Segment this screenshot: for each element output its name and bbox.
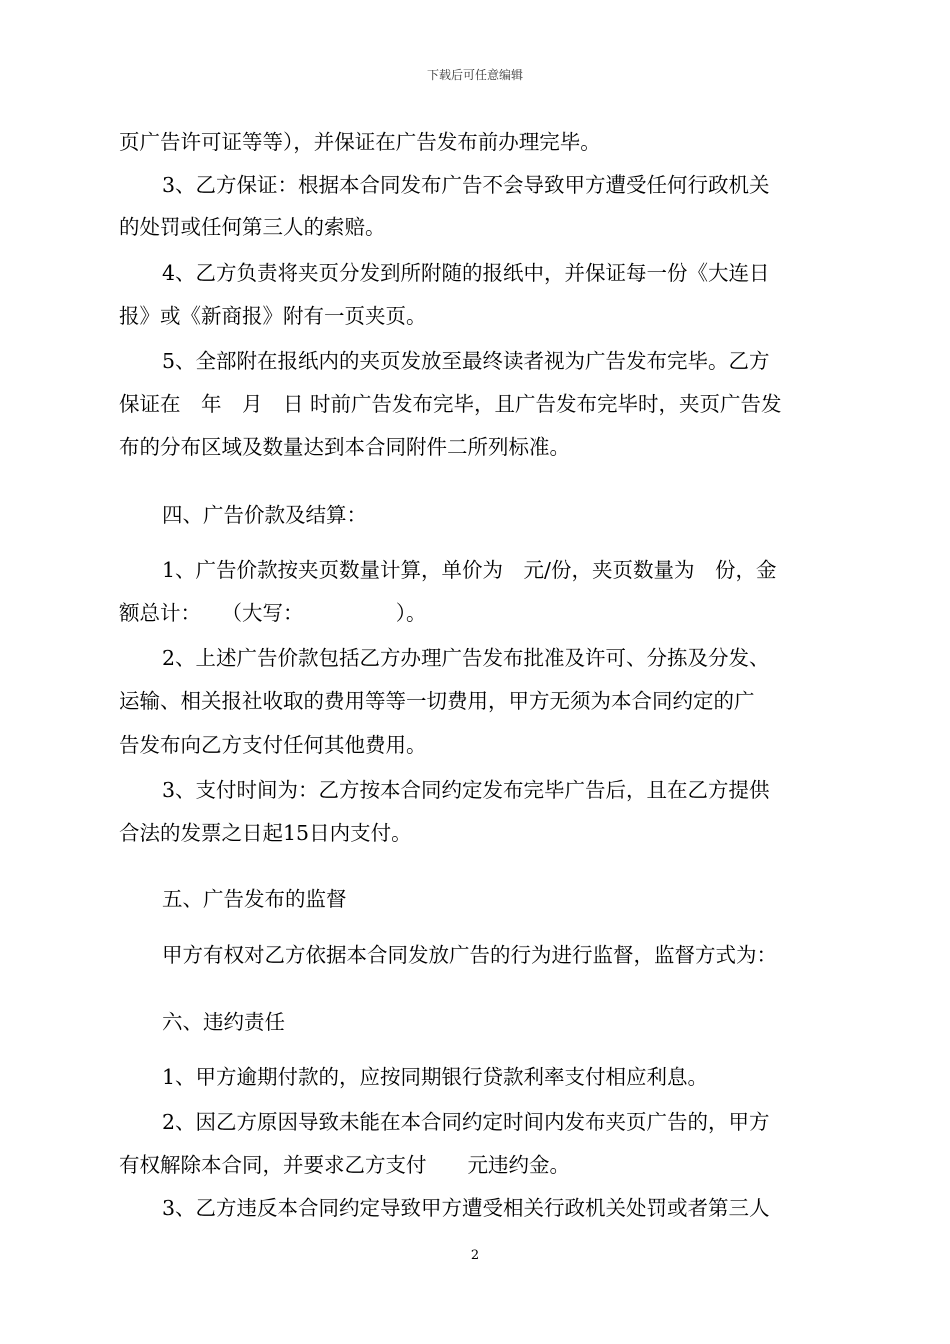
text-line: 2、上述广告价款包括乙方办理广告发布批准及许可、分拣及分发、 [162,646,770,670]
text-line: 4、乙方负责将夹页分发到所附随的报纸中，并保证每一份《大连日 [162,261,770,285]
section-heading: 四、广告价款及结算： [162,503,367,527]
text-line: 告发布向乙方支付任何其他费用。 [119,733,427,757]
text-line: 合法的发票之日起15日内支付。 [119,821,412,845]
text-line: 5、全部附在报纸内的夹页发放至最终读者视为广告发布完毕。乙方 [162,349,770,373]
text-line: 1、广告价款按夹页数量计算，单价为 元/份，夹页数量为 份，金 [162,558,777,582]
text-line: 报》或《新商报》附有一页夹页。 [119,304,427,328]
text-line: 甲方有权对乙方依据本合同发放广告的行为进行监督，监督方式为： [162,943,777,967]
text-line: 3、支付时间为：乙方按本合同约定发布完毕广告后，且在乙方提供 [162,778,770,802]
text-line: 1、甲方逾期付款的，应按同期银行贷款利率支付相应利息。 [162,1065,709,1089]
text-line: 的处罚或任何第三人的索赔。 [119,215,386,239]
section-heading: 五、广告发布的监督 [162,887,347,911]
text-line: 页广告许可证等等），并保证在广告发布前办理完毕。 [119,130,601,154]
text-line: 运输、相关报社收取的费用等等一切费用，甲方无须为本合同约定的广 [119,689,755,713]
text-line: 2、因乙方原因导致未能在本合同约定时间内发布夹页广告的，甲方 [162,1110,770,1134]
text-line: 3、乙方保证：根据本合同发布广告不会导致甲方遭受任何行政机关 [162,173,770,197]
text-line: 3、乙方违反本合同约定导致甲方遭受相关行政机关处罚或者第三人 [162,1196,770,1220]
text-line: 额总计： （大写： ）。 [119,601,427,625]
text-line: 保证在 年 月 日 时前广告发布完毕，且广告发布完毕时，夹页广告发 [119,392,782,416]
page-header: 下载后可任意编辑 [426,68,523,82]
page-number: 2 [470,1248,480,1263]
text-line: 有权解除本合同，并要求乙方支付 元违约金。 [119,1153,570,1177]
text-line: 布的分布区域及数量达到本合同附件二所列标准。 [119,435,570,459]
section-heading: 六、违约责任 [162,1010,285,1034]
